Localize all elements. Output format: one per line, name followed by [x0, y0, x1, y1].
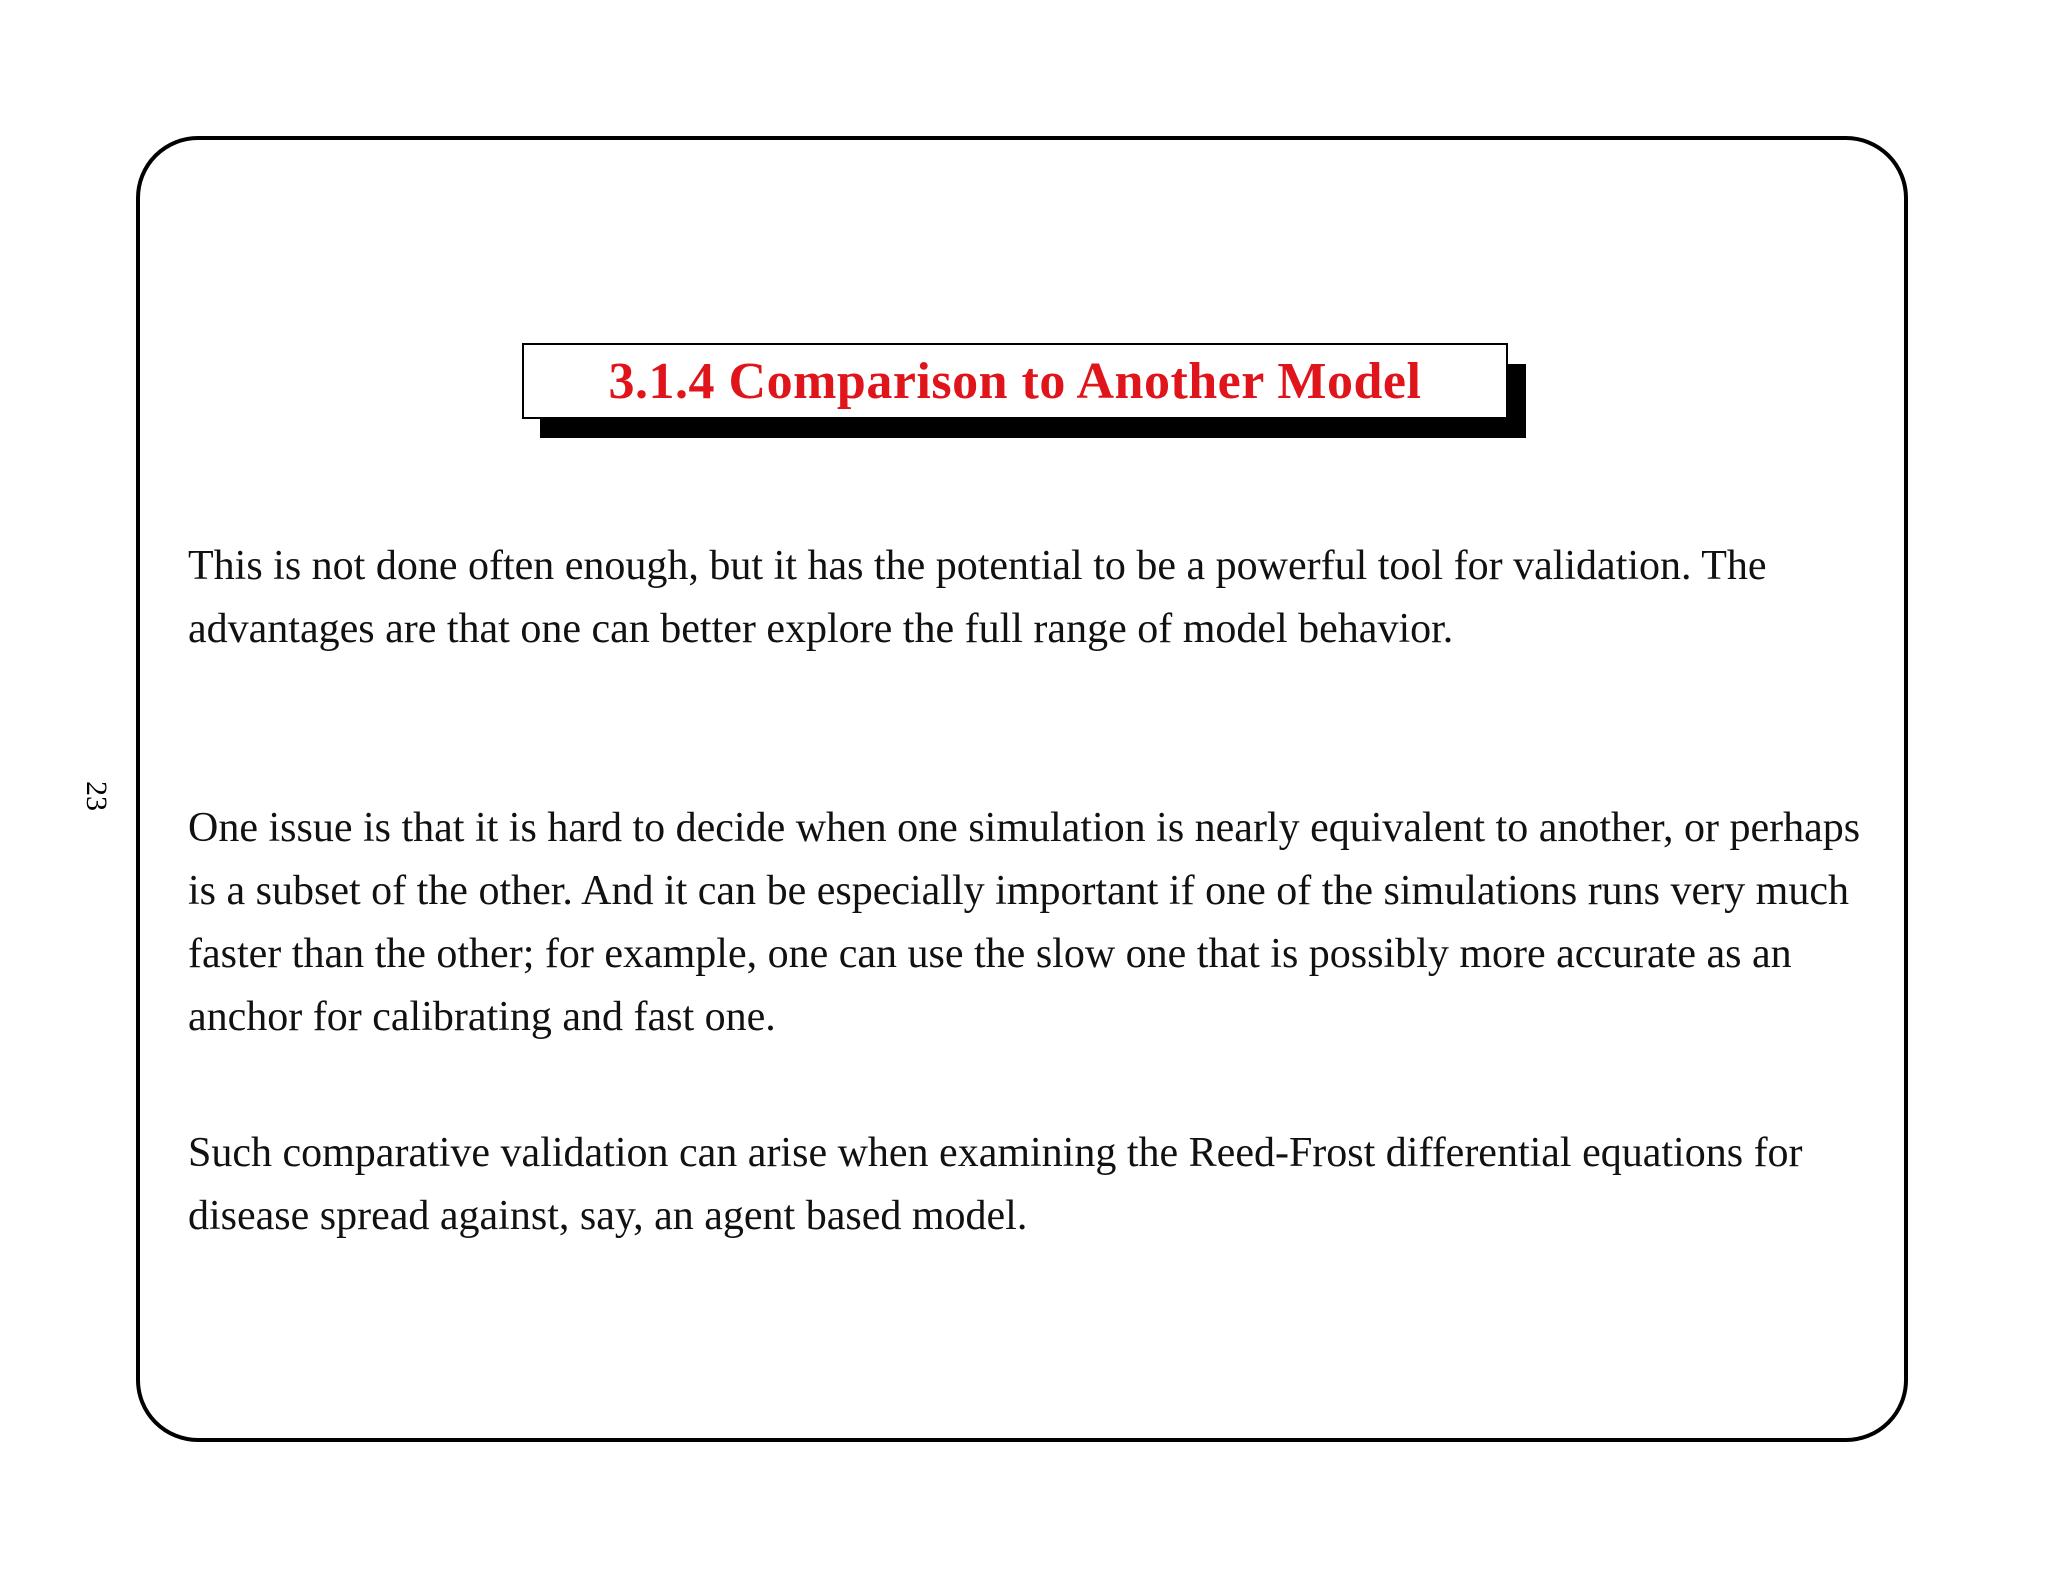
paragraph-issue: One issue is that it is hard to decide when one simulation is nearly equivalent to another, or perhaps is a subset of the other. And it can be especially important if one of the simulations runs very much faster than the other; for example, one can use the slow one that is possibly more accurate as an anchor for calibrating and fast one. — [188, 805, 1861, 1040]
paragraph-example: Such comparative validation can arise when examining the Reed-Frost differential equations for disease spread against, say, an agent based model. — [188, 1130, 1803, 1239]
section-title: 3.1.4 Comparison to Another Model — [608, 352, 1422, 410]
page-number: 23 — [80, 781, 113, 811]
section-title-box — [522, 343, 1508, 419]
paragraph-intro: This is not done often enough, but it has the potential to be a powerful tool for validation. The advantages are that one can better explore the full range of model behavior. — [188, 543, 1767, 652]
